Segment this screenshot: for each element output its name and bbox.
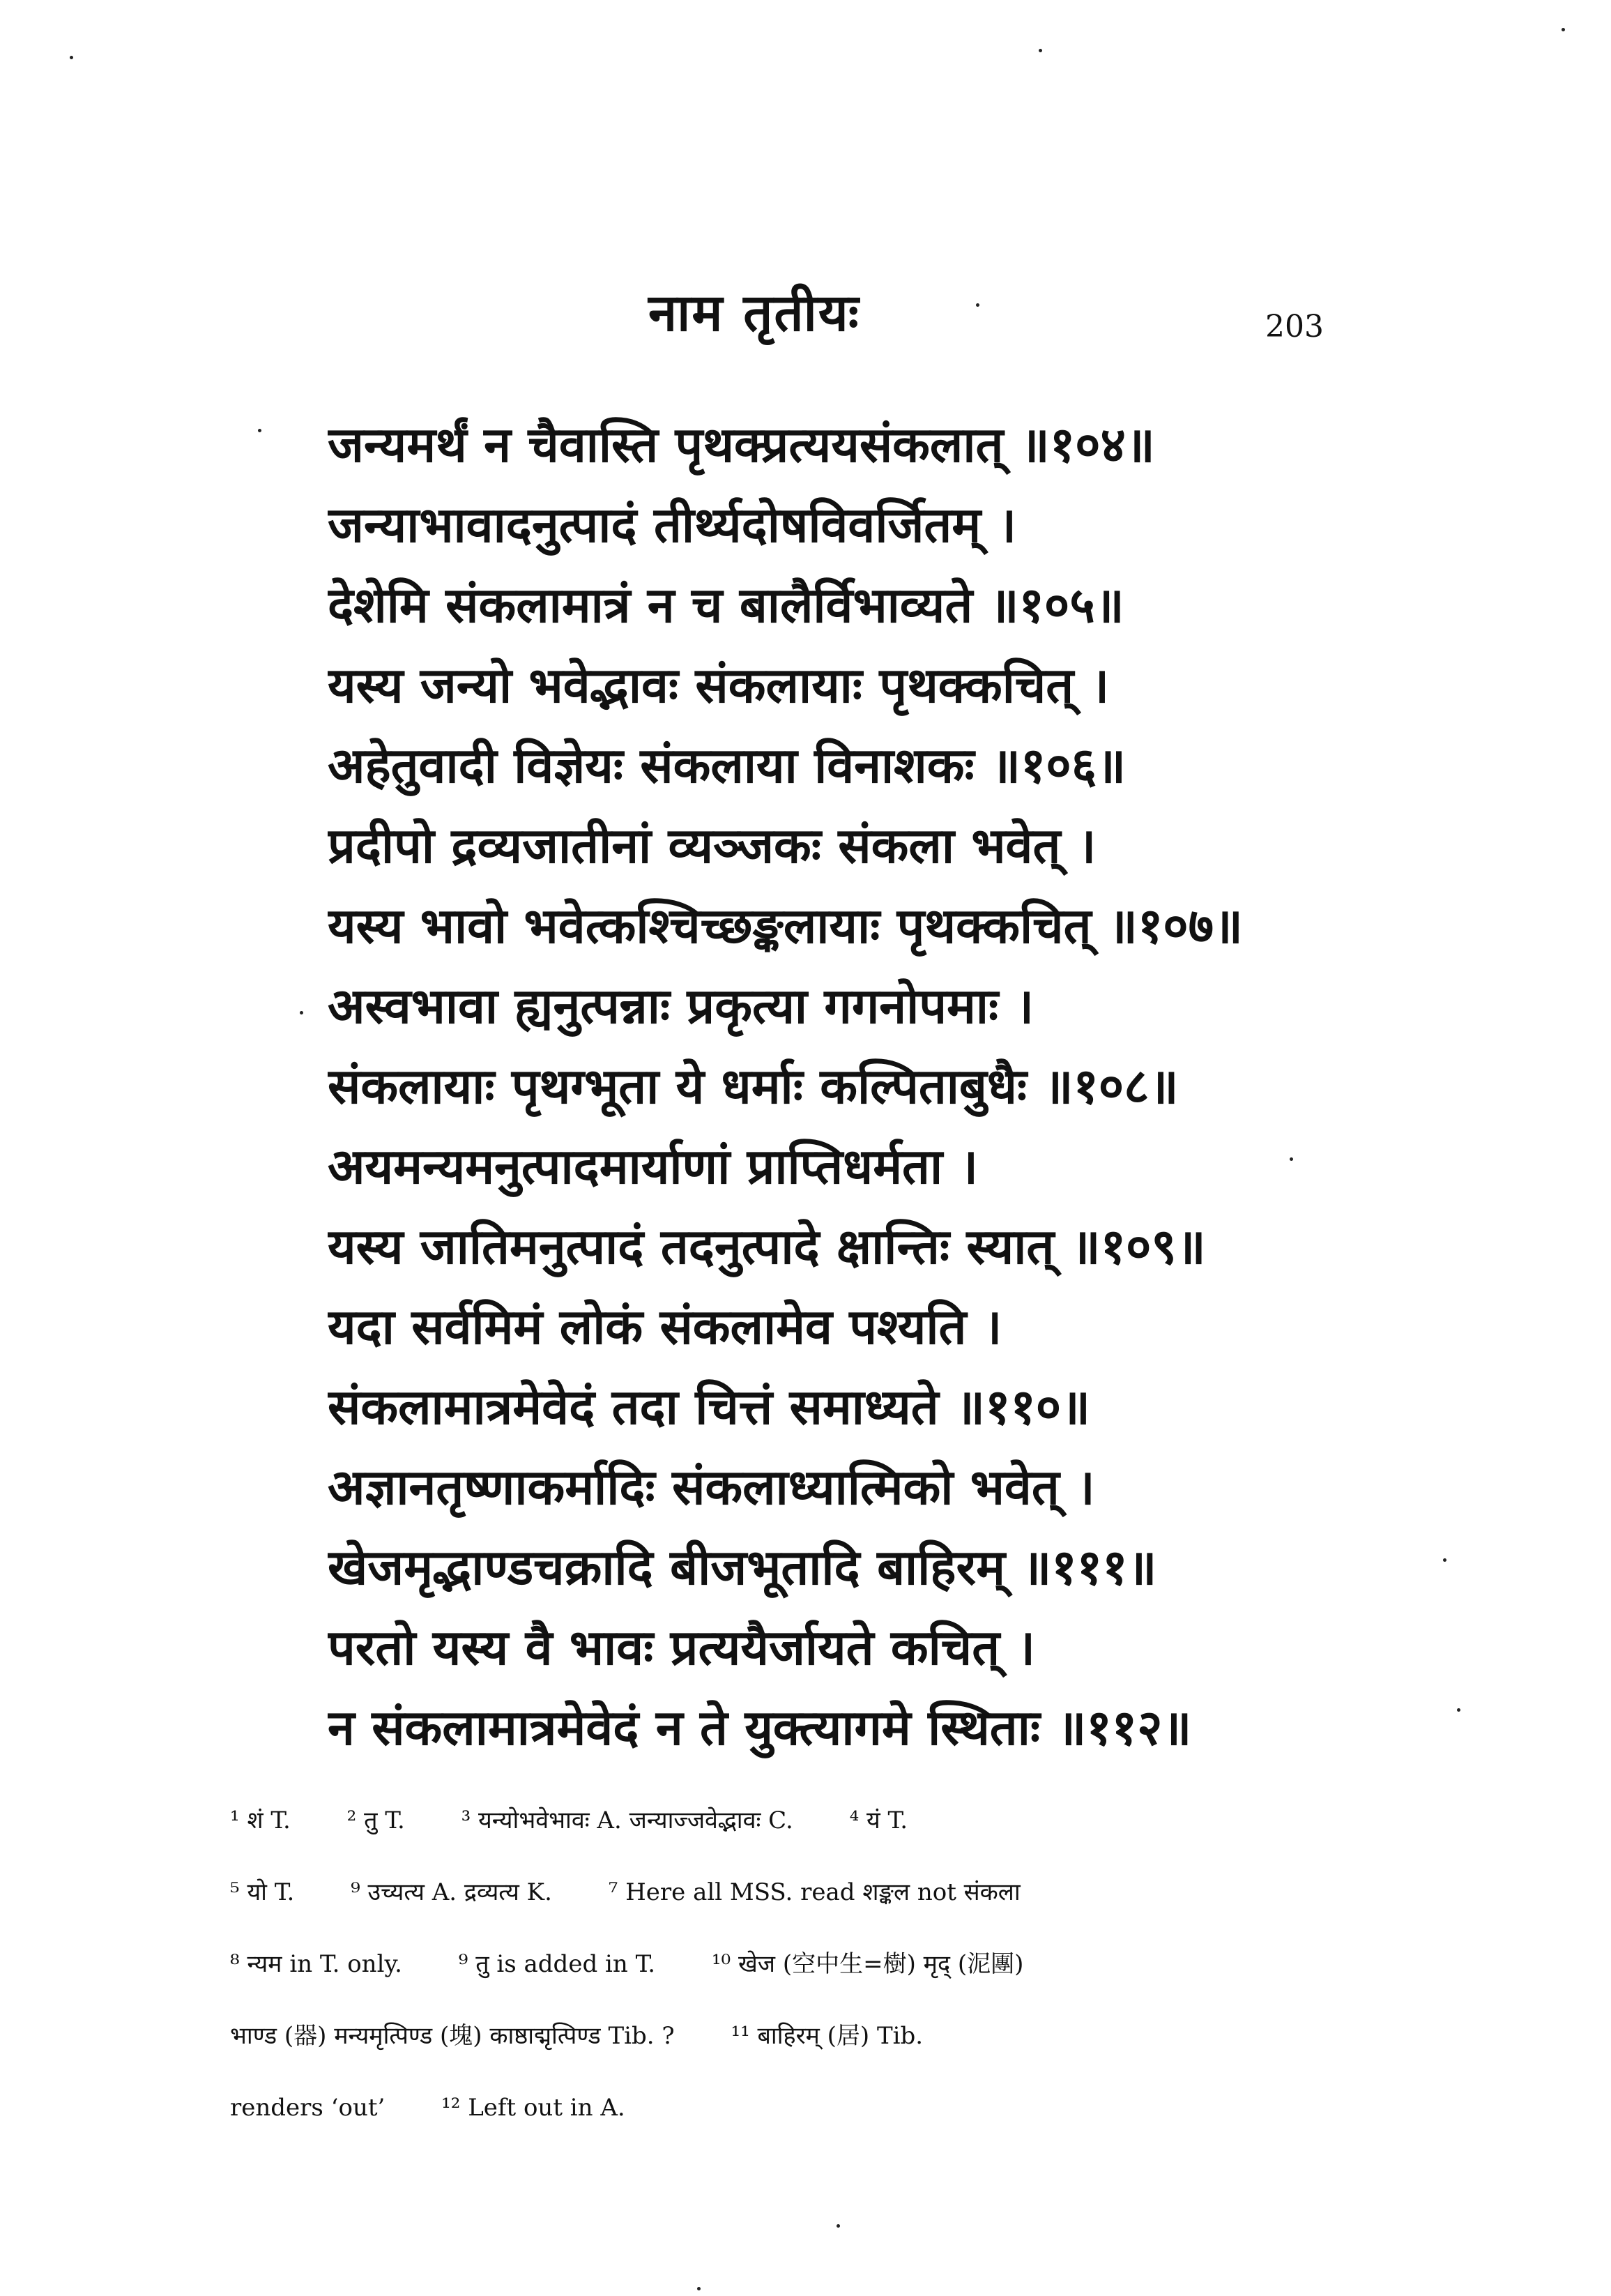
print-speck <box>1039 49 1042 52</box>
verse-line: जन्यमर्थं न चैवास्ति पृथक्प्रत्ययसंकलात् ॥१०४॥ <box>328 416 1155 473</box>
print-speck <box>1290 1157 1293 1161</box>
verse-line: परतो यस्य वै भावः प्रत्ययैर्जायते कचित् । <box>328 1618 1036 1676</box>
footnote: ¹² Left out in A. <box>441 2094 625 2122</box>
footnote-line <box>230 2072 1401 2144</box>
print-speck <box>1562 28 1565 31</box>
print-speck <box>1457 1708 1460 1712</box>
footnote: ¹¹ बाहिरम् (居) Tib. <box>731 2022 924 2050</box>
footnote: renders ‘out’ <box>230 2094 385 2122</box>
footnote: ⁵ यो T. <box>230 1878 295 1906</box>
footnote: ⁴ यं T. <box>849 1807 908 1834</box>
footnote: ¹ शं T. <box>230 1807 291 1834</box>
footnote: भाण्ड (器) मन्यमृत्पिण्ड (塊) काष्ठाद्मृत्पिण्ड Tib. ? <box>230 2022 675 2050</box>
print-speck <box>258 429 261 432</box>
footnotes <box>230 1785 1401 2144</box>
verse-block <box>328 404 1415 1767</box>
verse-line: यदा सर्वमिमं लोकं संकलामेव पश्यति । <box>328 1298 1002 1355</box>
footnote-line <box>230 1785 1401 1857</box>
print-speck <box>837 2224 840 2228</box>
verse-line: संकलायाः पृथग्भूता ये धर्माः कल्पिताबुधैः ॥१०८॥ <box>328 1057 1179 1115</box>
verse-line: यस्य जन्यो भवेद्भावः संकलायाः पृथक्कचित् । <box>328 656 1110 714</box>
verse-line: अयमन्यमनुत्पादमार्याणां प्राप्तिधर्मता । <box>328 1137 978 1195</box>
footnote: ⁹ उच्यत्य A. द्रव्यत्य K. <box>351 1878 552 1906</box>
verse-line: यस्य भावो भवेत्कश्चिच्छङ्कलायाः पृथक्कचित् ॥१०७॥ <box>328 897 1243 955</box>
verse-line: न संकलामात्रमेवेदं न ते युक्त्यागमे स्थिताः ॥११२॥ <box>328 1698 1192 1756</box>
print-speck <box>1443 1558 1446 1562</box>
verse-line: देशेमि संकलामात्रं न च बालैर्विभाव्यते ॥१०५॥ <box>328 576 1124 634</box>
page-header <box>0 275 1611 359</box>
print-speck <box>976 303 979 307</box>
verse-line: प्रदीपो द्रव्यजातीनां व्यञ्जकः संकला भवेत् । <box>328 816 1097 874</box>
print-speck <box>300 1011 303 1014</box>
page-number: 203 <box>1265 309 1324 344</box>
footnote: ⁷ Here all MSS. read शङ्कल not संकला <box>608 1878 1021 1906</box>
running-title: नाम तृतीयः <box>648 283 860 343</box>
footnote-line <box>230 1857 1401 1929</box>
verse-line: अस्वभावा ह्यनुत्पन्नाः प्रकृत्या गगनोपमाः । <box>328 977 1034 1035</box>
footnote: ⁸ न्यम in T. only. <box>230 1950 402 1978</box>
footnote-line <box>230 1929 1401 2000</box>
footnote: ² तु T. <box>346 1807 405 1834</box>
verse-line: अज्ञानतृष्णाकर्मादिः संकलाध्यात्मिको भवेत् । <box>328 1458 1095 1516</box>
print-speck <box>70 56 73 59</box>
footnote-line <box>230 2000 1401 2072</box>
verse-line: खेजमृद्भाण्डचक्रादि बीजभूतादि बाहिरम् ॥१११॥ <box>328 1538 1157 1596</box>
footnote: ¹⁰ खेज (空中生=樹) मृद् (泥團) <box>711 1950 1024 1978</box>
verse-line: यस्य जातिमनुत्पादं तदनुत्पादे क्षान्तिः स्यात् ॥१०९॥ <box>328 1217 1206 1275</box>
verse-line: जन्याभावादनुत्पादं तीर्थ्यदोषविवर्जितम् । <box>328 496 1017 554</box>
footnote: ⁹ तु is added in T. <box>458 1950 656 1978</box>
footnote: ³ यन्योभवेभावः A. जन्याज्जवेद्भावः C. <box>461 1807 793 1834</box>
verse-line: संकलामात्रमेवेदं तदा चित्तं समाध्यते ॥११०॥ <box>328 1378 1091 1436</box>
print-speck <box>697 2287 701 2290</box>
verse-line: अहेतुवादी विज्ञेयः संकलाया विनाशकः ॥१०६॥ <box>328 736 1127 794</box>
